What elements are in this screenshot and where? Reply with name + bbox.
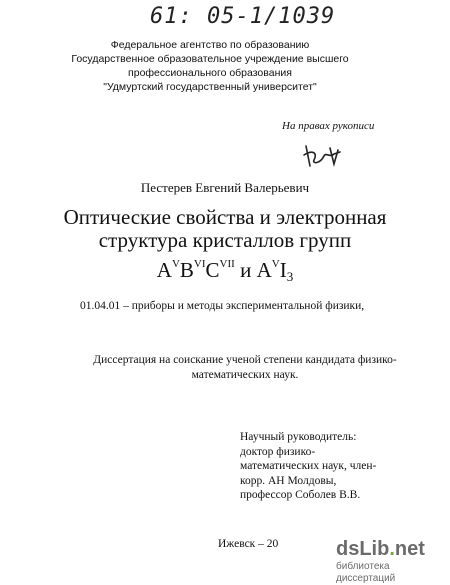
- org-line-1: Федеральное агентство по образованию: [110, 39, 310, 51]
- scientific-advisor: [240, 430, 376, 503]
- dissertation-degree: [80, 353, 410, 383]
- formula-i-sub: 3: [286, 269, 294, 284]
- specialty-code: 01.04.01 – приборы и методы экспериментальной физики,: [80, 300, 365, 312]
- logo-main: dsLib: [336, 538, 390, 560]
- org-line-4: "Удмуртский государственный университет": [103, 81, 317, 93]
- rights-note: На правах рукописи: [282, 120, 375, 132]
- advisor-line-3: математических наук, член-: [240, 460, 377, 472]
- advisor-line-5: профессор Соболев В.В.: [240, 489, 361, 501]
- title-line-2: структура кристаллов групп: [98, 228, 352, 252]
- dslib-watermark: [336, 538, 448, 584]
- advisor-line-1: Научный руководитель:: [240, 431, 357, 443]
- formula-a2-sup: V: [271, 258, 280, 270]
- formula-c-sup: VII: [219, 258, 235, 270]
- archive-stamp: 61: 05-1/1039: [150, 4, 336, 29]
- org-line-3: профессионального образования: [128, 67, 292, 79]
- advisor-line-4: корр. АН Молдовы,: [240, 474, 337, 487]
- city-year: Ижевск – 20: [218, 538, 279, 550]
- logo-dot: .: [389, 538, 395, 560]
- formula-conj: и: [240, 258, 252, 282]
- degree-line-2: математических наук.: [191, 369, 299, 381]
- formula-b: B: [179, 258, 194, 282]
- chemical-formula: [30, 253, 420, 288]
- degree-line-1: Диссертация на соискание ученой степени кандидата физико-: [93, 354, 397, 366]
- advisor-line-2: доктор физико-: [240, 445, 316, 458]
- dissertation-title: [30, 206, 420, 252]
- organization-header: [60, 38, 360, 94]
- formula-i: I: [279, 258, 287, 282]
- formula-c: C: [205, 258, 220, 282]
- formula-a1-sup: V: [171, 258, 180, 270]
- author-name: Пестерев Евгений Валерьевич: [140, 180, 310, 195]
- title-line-1: Оптические свойства и электронная: [63, 205, 387, 229]
- dslib-logo: [336, 539, 448, 559]
- handwritten-signature: [300, 140, 350, 170]
- org-line-2: Государственное образовательное учреждение высшего: [71, 53, 349, 65]
- formula-b-sup: VI: [193, 258, 206, 270]
- formula-a2: A: [256, 258, 272, 282]
- watermark-subtitle: библиотека диссертаций: [336, 561, 396, 584]
- logo-tld: net: [394, 538, 425, 560]
- formula-a1: A: [156, 258, 172, 282]
